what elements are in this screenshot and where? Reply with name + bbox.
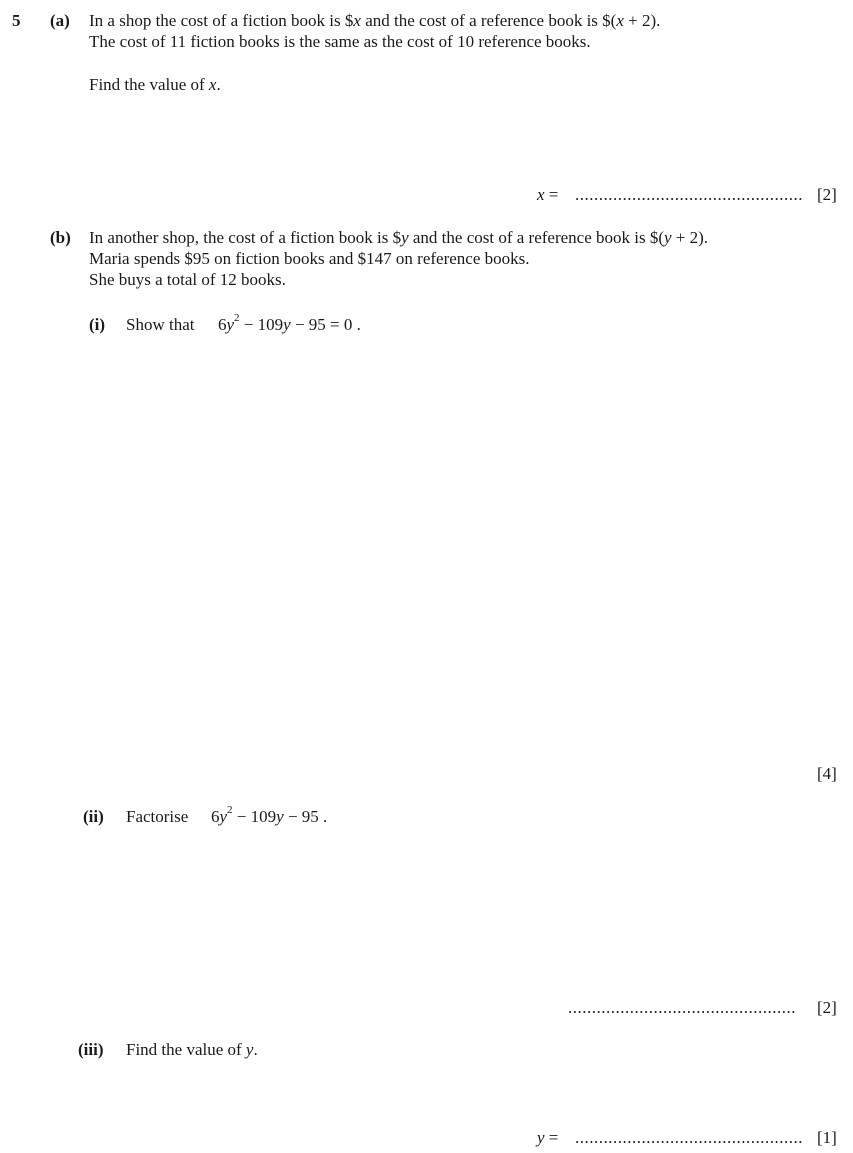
part-b-iii-label: (iii): [78, 1040, 104, 1059]
part-b-ii-marks: [2]: [817, 998, 837, 1017]
answer-var-y: y: [537, 1128, 545, 1147]
part-b-i-equation: [218, 314, 361, 335]
part-b-iii-answer-line: [537, 1127, 558, 1148]
part-a-prompt-text: Find the value of: [89, 75, 209, 94]
equation-end: − 95 .: [283, 807, 328, 826]
var-y: y: [226, 315, 235, 334]
part-b-ii-label: (ii): [83, 807, 104, 826]
var-x: x: [353, 11, 361, 30]
part-b-ii-answer-space[interactable]: ................................................: [568, 998, 796, 1017]
question-number: 5: [12, 11, 21, 30]
answer-equals: =: [544, 1128, 559, 1147]
part-b-iii-answer-space[interactable]: ................................................: [575, 1128, 803, 1147]
part-a-line-1-text: In a shop the cost of a fiction book is $: [89, 11, 354, 30]
exponent: 2: [234, 312, 240, 325]
part-b-i-label: (i): [89, 315, 106, 334]
part-b-iii-marks: [1]: [817, 1128, 837, 1147]
part-a-line-1-mid: and the cost of a reference book is $(: [360, 11, 617, 30]
var-y: y: [401, 228, 409, 247]
answer-var-x: x: [537, 185, 545, 204]
var-y: y: [219, 807, 228, 826]
var-x: x: [616, 11, 624, 30]
part-b-line-1-text: In another shop, the cost of a fiction book is $: [89, 228, 402, 247]
var-x: x: [208, 75, 217, 94]
var-y: y: [276, 807, 284, 826]
part-a-line-1: [89, 10, 660, 31]
var-y: y: [245, 1040, 254, 1059]
part-b-line-1-end: + 2).: [671, 228, 709, 247]
part-a-label: (a): [50, 11, 70, 30]
equation-end: − 95 = 0 .: [290, 315, 361, 334]
part-b-line-3: She buys a total of 12 books.: [89, 270, 286, 289]
equation-middle: − 109: [239, 315, 284, 334]
part-a-prompt: [89, 74, 221, 95]
coefficient: 6: [211, 807, 220, 826]
equation-middle: − 109: [232, 807, 277, 826]
part-b-label: (b): [50, 228, 71, 247]
part-b-iii-prompt-end: .: [253, 1040, 258, 1059]
coefficient: 6: [218, 315, 227, 334]
part-b-line-1: [89, 227, 708, 248]
part-a-marks: [2]: [817, 185, 837, 204]
part-a-answer-space[interactable]: ................................................: [575, 185, 803, 204]
var-y: y: [283, 315, 291, 334]
part-b-ii-text: Factorise: [126, 807, 189, 826]
part-b-iii-prompt-text: Find the value of: [126, 1040, 246, 1059]
part-b-i-text: Show that: [126, 315, 195, 334]
part-a-answer-line: [537, 184, 558, 205]
exponent: 2: [227, 804, 233, 817]
part-b-ii-equation: [211, 806, 327, 827]
part-b-iii-prompt: [126, 1039, 258, 1060]
answer-equals: =: [544, 185, 559, 204]
part-a-prompt-end: .: [216, 75, 221, 94]
part-b-line-1-mid: and the cost of a reference book is $(: [408, 228, 664, 247]
part-b-line-2: Maria spends $95 on fiction books and $147 on reference books.: [89, 249, 530, 268]
part-a-line-2: The cost of 11 fiction books is the same as the cost of 10 reference books.: [89, 32, 591, 51]
part-b-i-marks: [4]: [817, 764, 837, 783]
var-y: y: [664, 228, 672, 247]
part-a-line-1-end: + 2).: [623, 11, 661, 30]
